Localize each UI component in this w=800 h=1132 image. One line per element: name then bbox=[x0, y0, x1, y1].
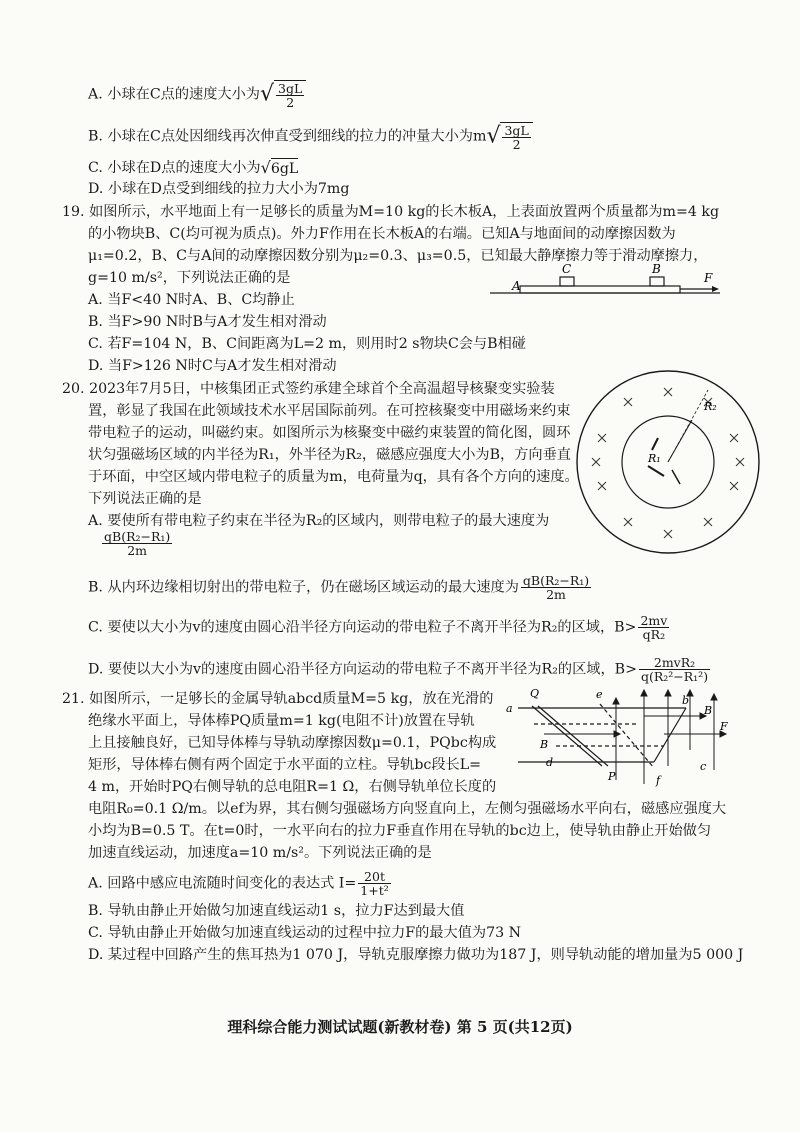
q21-stem-7: 小均为B=0.5 T。在t=0时，一水平向右的拉力F垂直作用在导轨的bc边上，使导轨由静止开始做匀 bbox=[88, 823, 712, 839]
q21-label-c: c bbox=[700, 760, 707, 773]
q21-label-q: Q bbox=[530, 687, 540, 700]
q20-option-d: D. 要使以大小为v的速度由圆心沿半径方向运动的带电粒子不离开半径为R₂的区域，B> $\frac{\text{2mvR₂}}{\text{q(R₂²−R₁²)}}$ bbox=[88, 655, 709, 684]
q20-field-marks bbox=[592, 388, 744, 538]
q20-stem-5: 于环面，中空区域内带电粒子的质量为m，电荷量为q，具有各个方向的速度。 bbox=[88, 469, 579, 485]
q21-stem-4: 矩形，导体棒右侧有两个固定于水平面的立柱。导轨bc段长L= bbox=[88, 757, 482, 773]
field-up-arrowhead bbox=[711, 694, 717, 700]
q18-option-b: B. 小球在C点处因细线再次伸直受到细线的拉力的冲量大小为m√ $\frac{3gL}{2}$ bbox=[88, 122, 533, 151]
q19-stem-1: 19. 如图所示，水平地面上有一足够长的质量为M=10 kg的长木板A，上表面放置两个质量都为m=4 kg bbox=[62, 204, 720, 220]
q19-label-a: A bbox=[512, 279, 521, 293]
q21-stem-2: 绝缘水平面上，导体棒PQ质量m=1 kg(电阻不计)放置在导轨 bbox=[88, 713, 475, 729]
q21-option-a: A. 回路中感应电流随时间变化的表达式 I= $\frac{20t}{\text{1+t²}}$ bbox=[88, 869, 389, 898]
q21-stem-5: 4 m，开始时PQ右侧导轨的总电阻R=1 Ω，右侧导轨单位长度的 bbox=[88, 779, 497, 795]
q20-label-r2: R₂ bbox=[704, 400, 717, 413]
q19-option-c: C. 若F=104 N，B、C间距离为L=2 m，则用时2 s物块C会与B相碰 bbox=[88, 336, 526, 352]
q21-label-b-field-left: B bbox=[540, 738, 549, 751]
q21-label-f: f bbox=[656, 774, 661, 787]
q19-label-f: F bbox=[704, 271, 713, 285]
q21-label-a: a bbox=[506, 702, 513, 715]
q19-stem-3: μ₁=0.2，B、C与A间的动摩擦因数分别为μ₂=0.3、μ₃=0.5，已知最大静摩擦力等于滑动摩擦力， bbox=[88, 248, 708, 264]
q21-label-e: e bbox=[596, 688, 603, 701]
q19-option-d: D. 当F>126 N时C与A才发生相对滑动 bbox=[88, 358, 337, 374]
q19-option-b: B. 当F>90 N时B与A才发生相对滑动 bbox=[88, 314, 327, 330]
q18-option-c: C. 小球在D点的速度大小为√6gL bbox=[88, 158, 299, 177]
q19-stem-4: g=10 m/s²，下列说法正确的是 bbox=[88, 270, 291, 286]
q20-stem-6: 下列说法正确的是 bbox=[88, 491, 202, 507]
q21-stem-1: 21. 如图所示，一足够长的金属导轨abcd质量M=5 kg，放在光滑的 bbox=[62, 691, 494, 707]
q21-stem-8: 加速直线运动，加速度a=10 m/s²。下列说法正确的是 bbox=[88, 845, 432, 861]
q19-stem-2: 的小物块B、C(均可视为质点)。外力F作用在长木板A的右端。已知A与地面间的动摩擦因数为 bbox=[88, 226, 676, 242]
q20-stem-1: 20. 2023年7月5日，中核集团正式签约承建全球首个全高温超导核聚变实验装 bbox=[62, 381, 555, 397]
q18-option-d: D. 小球在D点受到细线的拉力大小为7mg bbox=[88, 181, 350, 197]
q21-stem-3: 上且接触良好，已知导体棒与导轨动摩擦因数μ=0.1，PQbc构成 bbox=[88, 735, 497, 751]
q19-label-c: C bbox=[562, 262, 572, 276]
q21-rail-diagram bbox=[504, 684, 730, 790]
q20-option-c: C. 要使以大小为v的速度由圆心沿半径方向运动的带电粒子不离开半径为R₂的区域，B> $\frac{2mv}{\text{qR₂}}$ bbox=[88, 613, 668, 642]
q20-option-b: B. 从内环边缘相切射出的带电粒子，仍在磁场区域运动的最大速度为 $\frac{\text{qB(R₂−R₁)}}{2m}$ bbox=[88, 573, 590, 602]
q20-label-r1: R₁ bbox=[648, 452, 661, 465]
q20-option-a: A. 要使所有带电粒子约束在半径为R₂的区域内，则带电粒子的最大速度为 bbox=[88, 513, 550, 529]
q21-option-c: C. 导轨由静止开始做匀加速直线运动的过程中拉力F的最大值为73 N bbox=[88, 925, 522, 941]
q21-label-d: d bbox=[546, 756, 554, 769]
q20-magnetic-ring-diagram bbox=[572, 366, 764, 558]
q21-label-f-force: F bbox=[720, 720, 728, 733]
field-up-arrowhead bbox=[641, 690, 647, 696]
q20-stem-2: 置，彰显了我国在此领域技术水平居国际前列。在可控核聚变中用磁场来约束 bbox=[88, 403, 571, 419]
q20-stem-3: 带电粒子的运动，叫磁约束。如图所示为核聚变中磁约束装置的简化图，圆环 bbox=[88, 425, 571, 441]
q21-stem-6: 电阻R₀=0.1 Ω/m。以ef为界，其右侧匀强磁场方向竖直向上，左侧匀强磁场水平向右，磁感应强度大 bbox=[88, 801, 727, 817]
q20-option-a-frac: $\frac{\text{qB(R₂−R₁)}}{2m}$ bbox=[104, 529, 171, 558]
q18-option-a: A. 小球在C点的速度大小为√ $\frac{3gL}{2}$ bbox=[88, 80, 306, 109]
q21-label-b-field-right: B bbox=[704, 704, 713, 717]
q20-stem-4: 状匀强磁场区域的内半径为R₁，外半径为R₂，磁感应强度大小为B，方向垂直 bbox=[88, 447, 571, 463]
page-footer: 理科综合能力测试试题(新教材卷) 第 5 页(共12页) bbox=[227, 1018, 573, 1036]
q21-option-d: D. 某过程中回路产生的焦耳热为1 070 J，导轨克服摩擦力做功为187 J，则导轨动能的增加量为5 000 J bbox=[88, 947, 744, 963]
field-up-arrowhead bbox=[613, 698, 619, 704]
field-up-arrowhead bbox=[665, 690, 671, 696]
q19-board-diagram bbox=[490, 262, 720, 302]
q19-label-b: B bbox=[652, 262, 661, 276]
q19-option-a: A. 当F<40 N时A、B、C均静止 bbox=[88, 292, 295, 308]
q21-label-p: P bbox=[608, 770, 616, 783]
q21-label-b: b bbox=[682, 694, 690, 707]
q21-option-b: B. 导轨由静止开始做匀加速直线运动1 s，拉力F达到最大值 bbox=[88, 903, 465, 919]
